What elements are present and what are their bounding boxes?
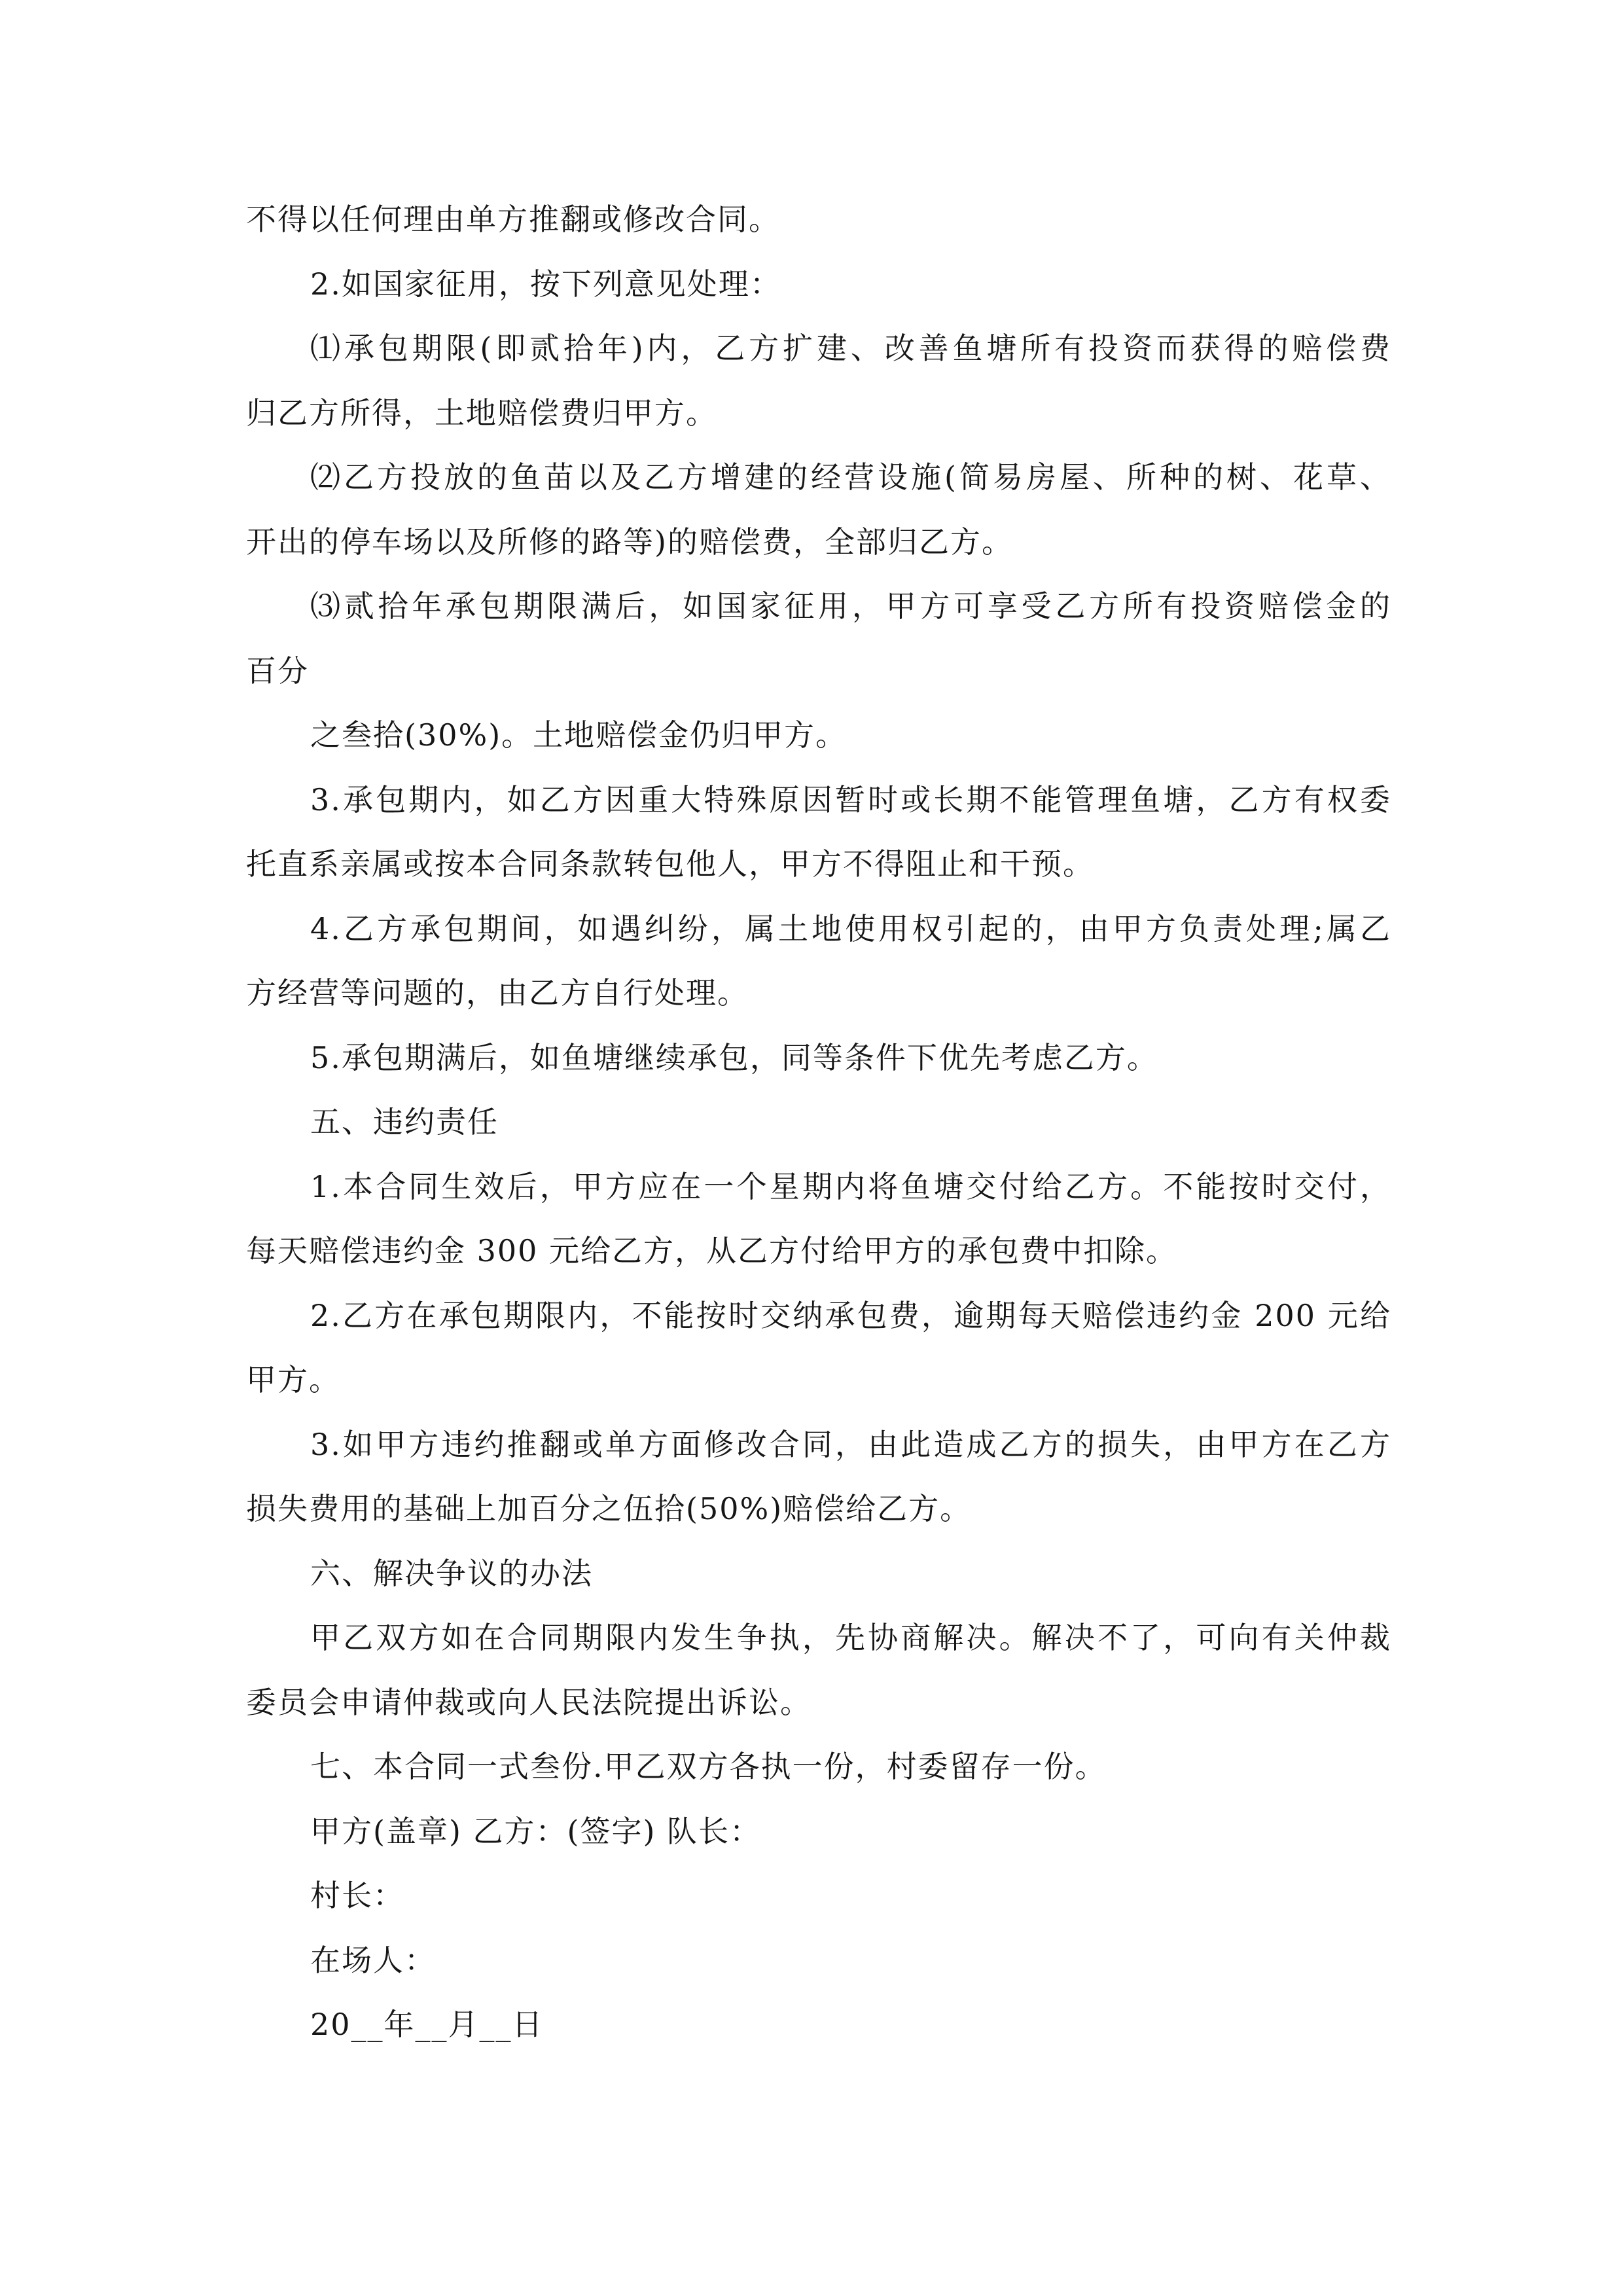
paragraph-line: 每天赔偿违约金 300 元给乙方，从乙方付给甲方的承包费中扣除。 <box>246 1233 1178 1268</box>
paragraph-line: 2.如国家征用，按下列意见处理： <box>310 266 781 302</box>
paragraph-line: ⑶贰拾年承包期限满后，如国家征用，甲方可享受乙方所有投资赔偿金的 <box>310 588 1391 624</box>
paragraph-line: 百分 <box>246 653 309 689</box>
paragraph-line: 委员会申请仲裁或向人民法院提出诉讼。 <box>246 1685 812 1720</box>
paragraph-line: 损失费用的基础上加百分之伍拾(50%)赔偿给乙方。 <box>246 1491 972 1526</box>
paragraph-line: 5.承包期满后，如鱼塘继续承包，同等条件下优先考虑乙方。 <box>310 1040 1158 1075</box>
signature-line: 甲方(盖章) 乙方：(签字) 队长： <box>310 1814 762 1849</box>
paragraph-line: ⑵乙方投放的鱼苗以及乙方增建的经营设施(简易房屋、所种的树、花草、 <box>310 459 1391 495</box>
paragraph-line: 4.乙方承包期间，如遇纠纷，属土地使用权引起的，由甲方负责处理;属乙 <box>310 911 1391 946</box>
paragraph-line: 3.如甲方违约推翻或单方面修改合同，由此造成乙方的损失，由甲方在乙方 <box>310 1427 1391 1462</box>
signature-line: 村长： <box>310 1878 404 1913</box>
paragraph-line: 之叁拾(30%)。土地赔偿金仍归甲方。 <box>310 717 847 753</box>
paragraph-line: 3.承包期内，如乙方因重大特殊原因暂时或长期不能管理鱼塘，乙方有权委 <box>310 782 1391 817</box>
date-line: 20__年__月__日 <box>310 2007 544 2042</box>
signature-line: 在场人： <box>310 1943 436 1978</box>
paragraph-line: 归乙方所得，土地赔偿费归甲方。 <box>246 395 717 431</box>
section-heading: 六、解决争议的办法 <box>310 1556 593 1591</box>
section-heading: 五、违约责任 <box>310 1104 499 1139</box>
paragraph-line: 开出的停车场以及所修的路等)的赔偿费，全部归乙方。 <box>246 524 1013 560</box>
paragraph-line: 七、本合同一式叁份.甲乙双方各执一份，村委留存一份。 <box>310 1749 1107 1784</box>
paragraph-line: 托直系亲属或按本合同条款转包他人，甲方不得阻止和干预。 <box>246 846 1094 882</box>
paragraph-line: 1.本合同生效后，甲方应在一个星期内将鱼塘交付给乙方。不能按时交付， <box>310 1169 1391 1204</box>
paragraph-line: 不得以任何理由单方推翻或修改合同。 <box>246 202 780 237</box>
paragraph-line: 2.乙方在承包期限内，不能按时交纳承包费，逾期每天赔偿违约金 200 元给 <box>310 1298 1391 1333</box>
paragraph-line: ⑴承包期限(即贰拾年)内，乙方扩建、改善鱼塘所有投资而获得的赔偿费 <box>310 331 1391 366</box>
paragraph-line: 甲方。 <box>246 1362 340 1397</box>
paragraph-line: 方经营等问题的，由乙方自行处理。 <box>246 975 749 1011</box>
paragraph-line: 甲乙双方如在合同期限内发生争执，先协商解决。解决不了，可向有关仲裁 <box>310 1620 1391 1655</box>
